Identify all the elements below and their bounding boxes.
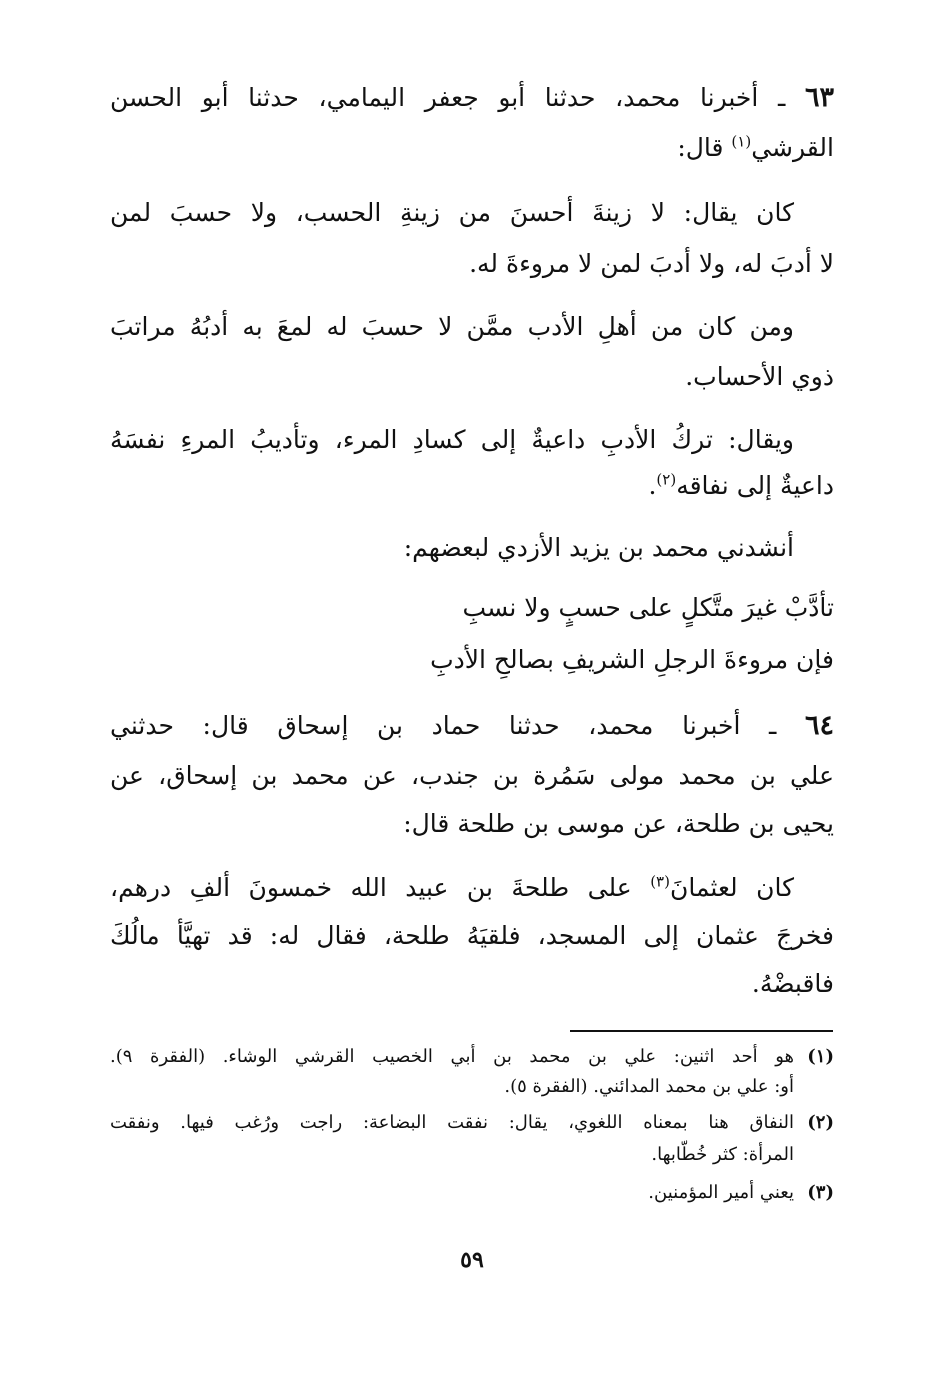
paragraph-uthman-line-1 (110, 868, 834, 908)
paragraph-63-line-2 (110, 128, 834, 168)
footnote-1-line-1 (110, 1042, 834, 1072)
footnote-text: هو أحد اثنين: علي بن محمد بن أبي الخصيب القرشي الوشاء. (الفقرة ٩). (110, 1046, 794, 1067)
footnote-3-line-1 (110, 1178, 834, 1208)
paragraph-text: ـ أخبرنا محمد، حدثنا أبو جعفر اليمامي، حدثنا أبو الحسن (110, 83, 805, 112)
footnote-marker: (٢) (807, 1112, 834, 1133)
paragraph-64-line-3: يحيى بن طلحة، عن موسى بن طلحة قال: (403, 809, 834, 838)
footnote-text: المرأة: كثر خُطّابها. (651, 1144, 794, 1165)
footnote-2-line-2 (110, 1140, 834, 1170)
paragraph-text: داعيةٌ إلى نفاقه (676, 471, 834, 500)
footnote-reference: (٣) (650, 872, 670, 891)
footnote-reference: (١) (731, 132, 752, 151)
footnote-text: أو: علي بن محمد المدائني. (الفقرة ٥). (504, 1076, 794, 1097)
page-number: ٥٩ (460, 1247, 484, 1273)
paragraph-number: ٦٣ (804, 82, 834, 113)
paragraph-text: أنشدني محمد بن يزيد الأزدي لبعضهم: (403, 533, 794, 562)
paragraph-63-line-1 (110, 78, 834, 118)
footnote-marker: (١) (807, 1046, 834, 1067)
paragraph-text: القرشي (751, 133, 834, 162)
paragraph-waman-line-2: ذوي الأحساب. (685, 362, 834, 391)
paragraph-text: على طلحةَ بن عبيد الله خمسونَ ألفِ درهم، (110, 873, 651, 902)
footnote-marker: (٣) (807, 1182, 834, 1203)
paragraph-text: ومن كان من أهلِ الأدب ممَّن لا حسبَ له لمعَ به أدبُهُ مراتبَ (110, 312, 794, 341)
paragraph-number: ٦٤ (804, 710, 834, 741)
paragraph-wayuqal-line-2 (110, 466, 834, 506)
paragraph-waman-line-1 (110, 307, 834, 347)
paragraph-text: كان يقال: لا زينةَ أحسنَ من زينةِ الحسب، ولا حسبَ لمن (110, 198, 794, 227)
paragraph-kana-line-2: لا أدبَ له، ولا أدبَ لمن لا مروءةَ له. (469, 249, 834, 278)
paragraph-anshadani (110, 528, 834, 568)
paragraph-uthman-line-2: فخرجَ عثمان إلى المسجد، فلقيَهُ طلحة، فقال له: قد تهيَّأ مالُكَ (110, 921, 834, 950)
paragraph-text: . (648, 471, 657, 500)
footnote-text: يعني أمير المؤمنين. (648, 1182, 794, 1203)
paragraph-64-line-1 (110, 706, 834, 746)
footnote-reference: (٢) (656, 470, 677, 489)
paragraph-text: كان لعثمانَ (669, 873, 795, 902)
footnote-1-line-2 (110, 1072, 834, 1102)
paragraph-wayuqal-line-1 (110, 420, 834, 460)
paragraph-text: ـ أخبرنا محمد، حدثنا حماد بن إسحاق قال: حدثني (110, 711, 805, 740)
poem-verse-1: تأدَّبْ غيرَ متَّكلٍ على حسبٍ ولا نسبِ (462, 593, 834, 622)
footnote-2-line-1 (110, 1108, 834, 1138)
paragraph-text: قال: (677, 133, 732, 162)
paragraph-uthman-line-3: فاقبضْهُ. (751, 969, 834, 998)
paragraph-text: ويقال: تركُ الأدبِ داعيةٌ إلى كسادِ المرء، وتأديبُ المرءِ نفسَهُ (110, 425, 794, 454)
paragraph-kana-line-1 (110, 193, 834, 233)
footnote-separator (570, 1030, 833, 1032)
footnote-text: النفاق هنا بمعناه اللغوي، يقال: نفقت البضاعة: راجت ورُغب فيها. ونفقت (110, 1112, 794, 1133)
poem-verse-2: فإن مروءةَ الرجلِ الشريفِ بصالحِ الأدبِ (430, 645, 834, 674)
paragraph-64-line-2: علي بن محمد مولى سَمُرة بن جندب، عن محمد بن إسحاق، عن (110, 761, 834, 790)
